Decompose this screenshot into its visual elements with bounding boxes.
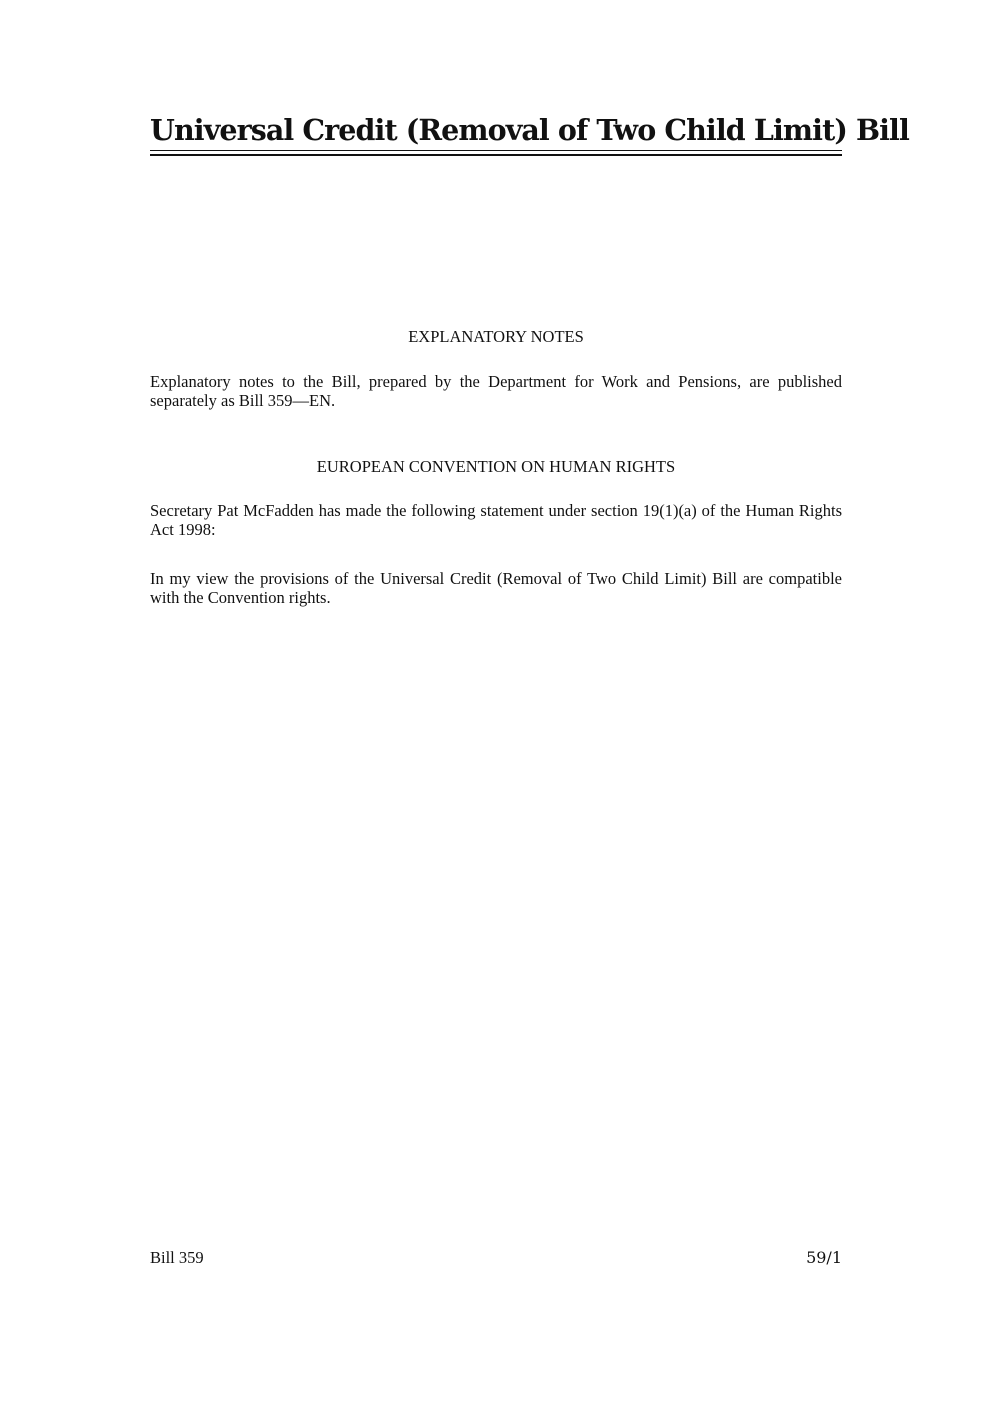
echr-statement-paragraph: Secretary Pat McFadden has made the following statement under section 19(1)(a) of the Human Rights Act 1998: bbox=[150, 501, 842, 539]
echr-heading: EUROPEAN CONVENTION ON HUMAN RIGHTS bbox=[316, 457, 676, 476]
echr-compatibility-paragraph: In my view the provisions of the Universal Credit (Removal of Two Child Limit) Bill are compatible with the Convention rights. bbox=[150, 569, 842, 607]
footer-page-ref: 59/1 bbox=[806, 1248, 842, 1267]
explanatory-notes-heading: EXPLANATORY NOTES bbox=[408, 327, 584, 346]
bill-title: Universal Credit (Removal of Two Child Limit) Bill bbox=[150, 113, 909, 147]
explanatory-notes-paragraph: Explanatory notes to the Bill, prepared by the Department for Work and Pensions, are published separately as Bill 359—EN. bbox=[150, 372, 842, 410]
footer-bill-number: Bill 359 bbox=[150, 1248, 204, 1267]
title-rule-thick bbox=[150, 154, 842, 156]
title-rule-thin bbox=[150, 150, 842, 151]
